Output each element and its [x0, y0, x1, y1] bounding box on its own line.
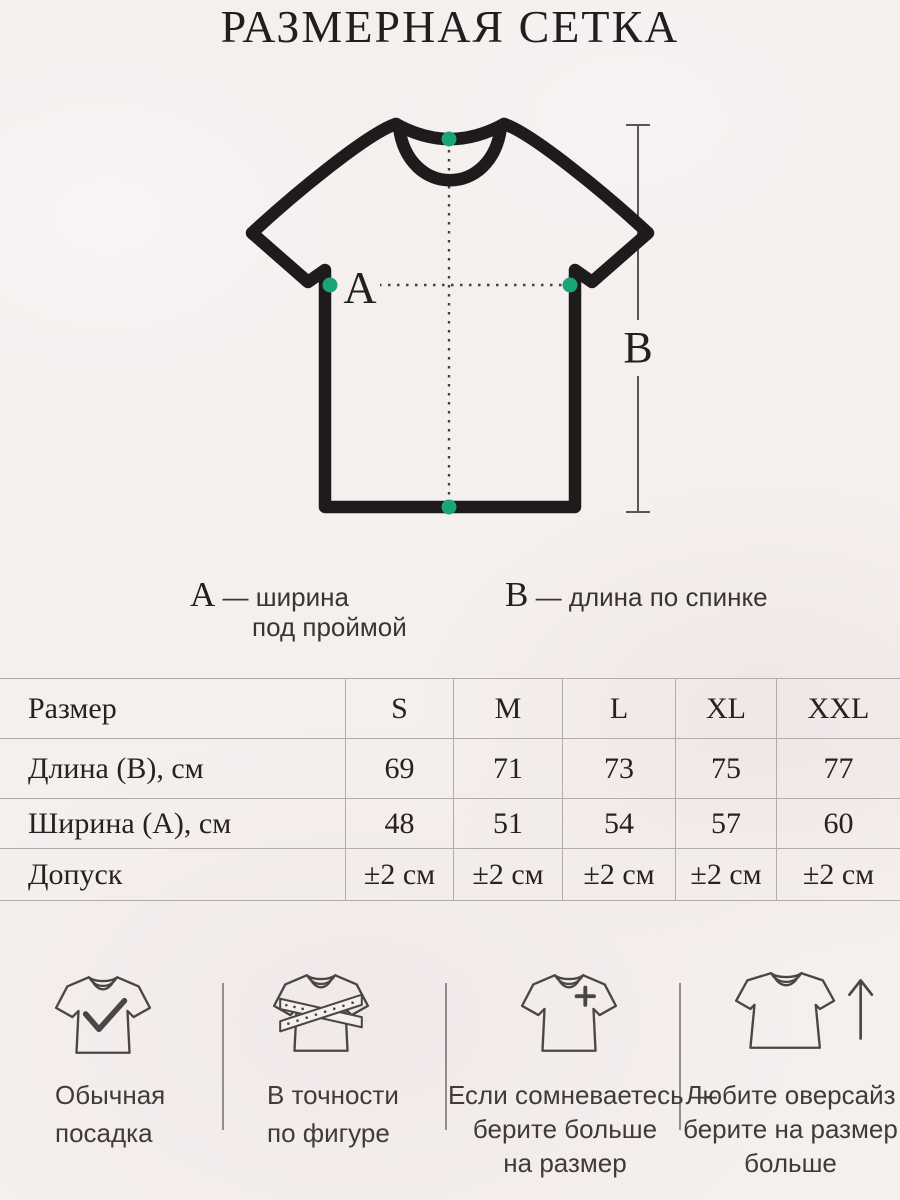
- size-value: 48: [345, 798, 453, 848]
- up-arrow-glyph: [849, 980, 871, 1038]
- size-col-header: L: [562, 678, 675, 738]
- size-value: 73: [562, 738, 675, 798]
- tshirt-measurement-diagram: [230, 100, 680, 545]
- legend-length: [505, 575, 768, 614]
- size-col-header: M: [453, 678, 562, 738]
- page-title: РАЗМЕРНАЯ СЕТКА: [220, 1, 680, 52]
- size-col-header: XXL: [776, 678, 900, 738]
- label-b: B: [623, 323, 653, 372]
- row-label: Длина (B), см: [0, 738, 345, 798]
- fit-tip-oversize: Любите оверсайз берите на размер больше: [683, 1080, 898, 1178]
- size-table-header-label: Размер: [0, 678, 345, 738]
- label-a: A: [343, 262, 377, 313]
- section-divider: [445, 983, 447, 1130]
- tshirt-measuring-tape-icon: [270, 966, 372, 1058]
- size-value: 75: [675, 738, 776, 798]
- right-armpit-dot: [563, 278, 578, 293]
- tshirt-plus-icon: [518, 966, 620, 1058]
- legend-width-line2: под проймой: [252, 612, 407, 642]
- hem-dot: [442, 500, 457, 515]
- size-value: 69: [345, 738, 453, 798]
- left-armpit-dot: [323, 278, 338, 293]
- size-col-header: S: [345, 678, 453, 738]
- fit-tip-size-up: Если сомневаетесь — берите больше на размер: [448, 1080, 717, 1178]
- legend-letter-a: A: [190, 575, 216, 614]
- size-value: ±2 см: [776, 848, 900, 900]
- plus-glyph: [577, 988, 594, 1005]
- section-divider: [222, 983, 224, 1130]
- size-value: 51: [453, 798, 562, 848]
- measure-line-b: [626, 125, 650, 512]
- size-col-header: XL: [675, 678, 776, 738]
- size-value: ±2 см: [345, 848, 453, 900]
- fit-tip-regular: Обычная посадка: [55, 1080, 166, 1148]
- neck-dot: [442, 132, 457, 147]
- size-value: 60: [776, 798, 900, 848]
- size-value: 71: [453, 738, 562, 798]
- legend-letter-b: B: [505, 575, 529, 614]
- size-value: 57: [675, 798, 776, 848]
- size-value: ±2 см: [453, 848, 562, 900]
- legend-width: [190, 575, 407, 642]
- row-label: Допуск: [0, 848, 345, 900]
- size-value: ±2 см: [562, 848, 675, 900]
- tshirt-checkmark-icon: [52, 968, 154, 1060]
- tshirt-outline: [252, 124, 648, 507]
- tshirt-oversize-arrow-icon: [730, 964, 878, 1058]
- size-value: 77: [776, 738, 900, 798]
- checkmark-glyph: [86, 1001, 125, 1030]
- size-value: ±2 см: [675, 848, 776, 900]
- fit-tip-exact: В точности по фигуре: [267, 1080, 399, 1148]
- row-label: Ширина (A), см: [0, 798, 345, 848]
- legend-length-line1: B — длина по спинке: [505, 575, 768, 614]
- size-value: 54: [562, 798, 675, 848]
- legend-width-line1: A — ширина: [190, 575, 349, 614]
- size-table: [0, 678, 900, 901]
